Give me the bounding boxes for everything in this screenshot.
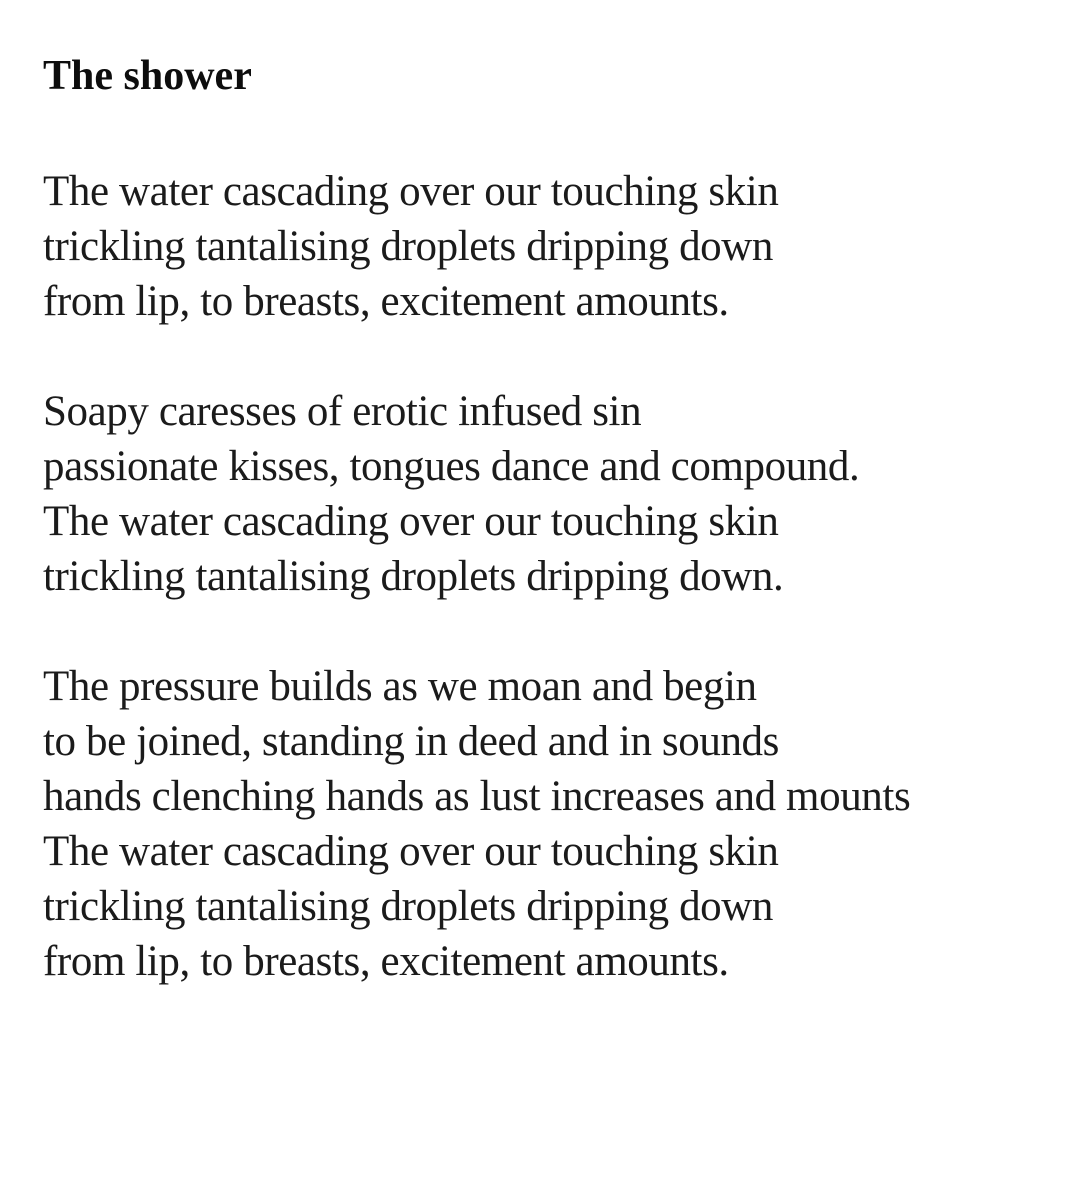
poem-line: trickling tantalising droplets dripping down. — [43, 553, 784, 601]
poem-line: The water cascading over our touching skin — [43, 168, 779, 216]
poem-line: hands clenching hands as lust increases and mounts — [43, 773, 911, 821]
poem-line: from lip, to breasts, excitement amounts. — [43, 938, 729, 986]
poem-title: The shower — [43, 53, 252, 99]
poem-line: trickling tantalising droplets dripping down — [43, 883, 774, 931]
poem-line: The pressure builds as we moan and begin — [43, 663, 757, 711]
stanza-1 — [43, 164, 1050, 329]
poem-line: from lip, to breasts, excitement amounts. — [43, 278, 729, 326]
stanza-2 — [43, 384, 1050, 604]
poem-line: Soapy caresses of erotic infused sin — [43, 388, 642, 436]
poem-line: passionate kisses, tongues dance and compound. — [43, 443, 860, 491]
stanza-3 — [43, 659, 1050, 989]
poem-line: The water cascading over our touching skin — [43, 828, 779, 876]
poem-line: to be joined, standing in deed and in sounds — [43, 718, 779, 766]
poem-line: The water cascading over our touching skin — [43, 498, 779, 546]
poem-line: trickling tantalising droplets dripping down — [43, 223, 774, 271]
